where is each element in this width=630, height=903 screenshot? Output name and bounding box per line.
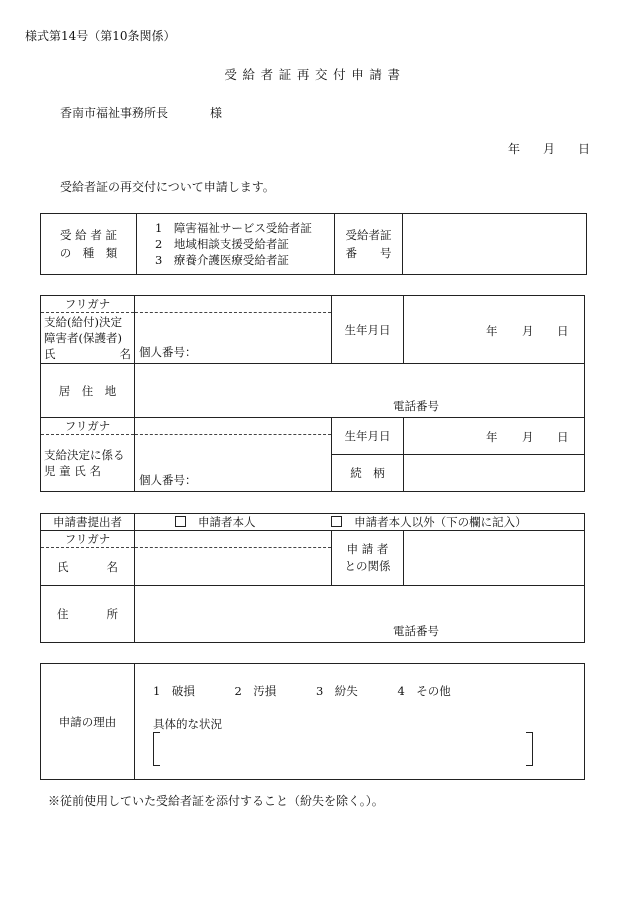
- submitter-label: 申請書提出者: [41, 514, 135, 531]
- cert-number-label-line2: 番 号: [345, 246, 392, 260]
- submitter-address-label-row: [57, 606, 118, 622]
- applicant-furigana-field[interactable]: [135, 296, 332, 313]
- applicant-name-char-1: 氏: [44, 347, 56, 361]
- applicant-table: [40, 295, 585, 492]
- applicant-address-field[interactable]: [135, 364, 585, 418]
- submitter-relation-field[interactable]: [404, 531, 585, 586]
- submitter-self-option[interactable]: [175, 515, 256, 529]
- applicant-name-label-line3: [44, 346, 131, 362]
- form-number: 様式第14号（第10条関係）: [25, 29, 176, 43]
- submitter-phone-label: 電話番号: [393, 624, 439, 638]
- cert-type-label-line2: の 種 類: [59, 246, 118, 260]
- checkbox-other[interactable]: [331, 516, 342, 527]
- applicant-dob-day: 日: [557, 323, 569, 338]
- submitter-name-label-row: [57, 559, 118, 575]
- cert-option-3[interactable]: 3 療養介護医療受給者証: [155, 253, 289, 267]
- applicant-dob-month: 月: [522, 323, 534, 338]
- submitter-address-char-2: 所: [106, 607, 118, 621]
- submitter-name-label: [41, 548, 135, 586]
- submitter-relation-label: [332, 531, 404, 586]
- submitter-address-field[interactable]: [135, 586, 585, 643]
- applicant-dob-year: 年: [486, 323, 498, 338]
- child-name-label: [41, 435, 135, 492]
- reason-options: [153, 683, 451, 699]
- child-dob-year: 年: [486, 430, 498, 444]
- applicant-name-label-line1: 支給(給付)決定: [44, 315, 122, 329]
- submitter-furigana-field[interactable]: [135, 531, 332, 548]
- cert-option-1[interactable]: 1 障害福祉サービス受給者証: [155, 221, 312, 235]
- submitter-name-char-1: 氏: [57, 559, 69, 574]
- applicant-phone-label: 電話番号: [393, 399, 439, 413]
- applicant-furigana-label: フリガナ: [41, 296, 135, 313]
- submitter-other-option[interactable]: [331, 515, 527, 529]
- child-furigana-label: フリガナ: [41, 418, 135, 435]
- addressee: 香南市福祉事務所長: [60, 106, 169, 120]
- cert-table: [40, 213, 587, 275]
- cert-option-2[interactable]: 2 地域相談支援受給者証: [155, 237, 289, 251]
- cert-number-field[interactable]: [403, 214, 587, 275]
- reason-label: 申請の理由: [41, 664, 135, 780]
- child-relation-label: 続 柄: [332, 455, 404, 492]
- date-month: 月: [543, 142, 556, 156]
- child-dob-label: 生年月日: [332, 418, 404, 455]
- child-name-label-line2: 児 童 氏 名: [44, 464, 101, 478]
- page-title: 受給者証再交付申請書: [224, 67, 406, 82]
- submitter-other-label: 申請者本人以外（下の欄に記入）: [354, 515, 527, 529]
- submitter-name-field[interactable]: [135, 548, 332, 586]
- honorific: 様: [210, 106, 223, 120]
- left-bracket-icon: [153, 732, 160, 766]
- reason-option-3[interactable]: 3 紛失: [315, 684, 358, 698]
- cert-number-label: [335, 214, 403, 275]
- cert-number-label-line1: 受給者証: [345, 228, 392, 242]
- applicant-name-label: [41, 313, 135, 364]
- submitter-relation-line1: 申 請 者: [346, 542, 389, 556]
- reason-option-2[interactable]: 2 汚損: [234, 684, 277, 698]
- reason-detail-field[interactable]: [153, 732, 533, 768]
- reason-field: [135, 664, 585, 780]
- submitter-options: [135, 514, 585, 531]
- cert-type-label-line1: 受 給 者 証: [60, 228, 117, 242]
- date-day: 日: [578, 142, 591, 156]
- applicant-name-field[interactable]: [135, 313, 332, 364]
- checkbox-self[interactable]: [175, 516, 186, 527]
- reason-detail-label: 具体的な状況: [153, 717, 222, 731]
- child-dob-day: 日: [557, 430, 569, 444]
- child-name-field[interactable]: [135, 435, 332, 492]
- applicant-dob-field[interactable]: [404, 296, 585, 364]
- reason-table: [40, 663, 585, 780]
- applicant-dob-label: 生年月日: [332, 296, 404, 364]
- applicant-address-label: 居 住 地: [41, 364, 135, 418]
- child-relation-field[interactable]: [404, 455, 585, 492]
- child-mynumber-label: 個人番号：: [139, 473, 197, 487]
- reason-option-4[interactable]: 4 その他: [397, 684, 451, 698]
- date-year: 年: [508, 142, 521, 156]
- submitter-address-char-1: 住: [57, 607, 69, 621]
- submitter-self-label: 申請者本人: [198, 515, 256, 529]
- child-dob-field[interactable]: [404, 418, 585, 455]
- footnote: ※従前使用していた受給者証を添付すること（紛失を除く。）。: [48, 794, 384, 808]
- submitter-name-char-2: 名: [106, 559, 118, 574]
- submitter-table: [40, 513, 585, 643]
- applicant-name-label-line2: 障害者(保護者): [44, 331, 122, 345]
- reason-option-1[interactable]: 1 破損: [153, 684, 195, 698]
- child-name-label-line1: 支給決定に係る: [44, 448, 125, 462]
- applicant-mynumber-label: 個人番号：: [139, 345, 197, 359]
- submitter-address-label: [41, 586, 135, 643]
- applicant-name-char-2: 名: [119, 347, 131, 361]
- submitter-relation-line2: との関係: [344, 559, 391, 573]
- cert-type-options[interactable]: [137, 214, 335, 275]
- cert-type-label: [41, 214, 137, 275]
- submitter-furigana-label: フリガナ: [41, 531, 135, 548]
- child-dob-month: 月: [522, 430, 534, 444]
- child-furigana-field[interactable]: [135, 418, 332, 435]
- intro-text: 受給者証の再交付について申請します。: [60, 180, 275, 194]
- right-bracket-icon: [526, 732, 533, 766]
